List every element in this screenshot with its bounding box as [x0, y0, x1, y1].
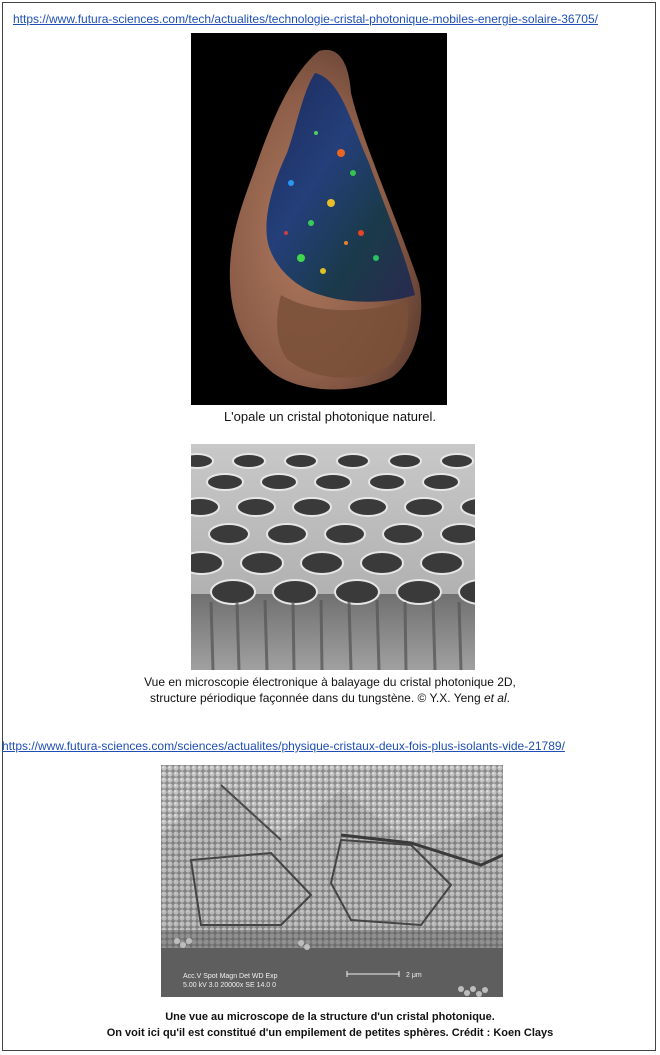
sem-spheres-caption-line1: Une vue au microscope de la structure d'un cristal photonique.: [165, 1011, 495, 1023]
opal-caption: L'opale un cristal photonique naturel.: [223, 409, 437, 424]
sem-2d-caption-period: .: [506, 691, 510, 705]
article-link-1[interactable]: https://www.futura-sciences.com/tech/actualites/technologie-cristal-photonique-mobiles-energie-solaire-36705/: [13, 12, 598, 26]
sem-spheres-caption-line2: On voit ici qu'il est constitué d'un empilement de petites sphères. Crédit : Koen Clays: [106, 1027, 554, 1039]
sem-2d-caption-etal: et al: [483, 691, 507, 705]
opal-image: [191, 33, 447, 405]
sem-2d-caption-line2: [3, 690, 657, 706]
sem-spheres-image: [161, 765, 503, 997]
sem-overlay-scale: 2 μm: [406, 972, 422, 979]
sem-spheres-caption: [3, 1009, 657, 1041]
sem-2d-crystal-image: [191, 444, 475, 670]
document-page: [2, 2, 656, 1051]
sem-2d-caption-text: structure périodique façonnée dans du tungstène. © Y.X. Yeng: [149, 691, 484, 705]
article-link-2[interactable]: https://www.futura-sciences.com/sciences/actualites/physique-cristaux-deux-fois-plus-isolants-vide-21789/: [2, 739, 565, 753]
sem-overlay-values: 5.00 kV 3.0 20000x SE 14.0 0: [183, 982, 277, 989]
sem-2d-caption: [3, 674, 657, 706]
sem-2d-caption-line1: Vue en microscopie électronique à balayage du cristal photonique 2D,: [144, 675, 516, 689]
sem-overlay-header: Acc.V Spot Magn Det WD Exp: [183, 973, 278, 980]
